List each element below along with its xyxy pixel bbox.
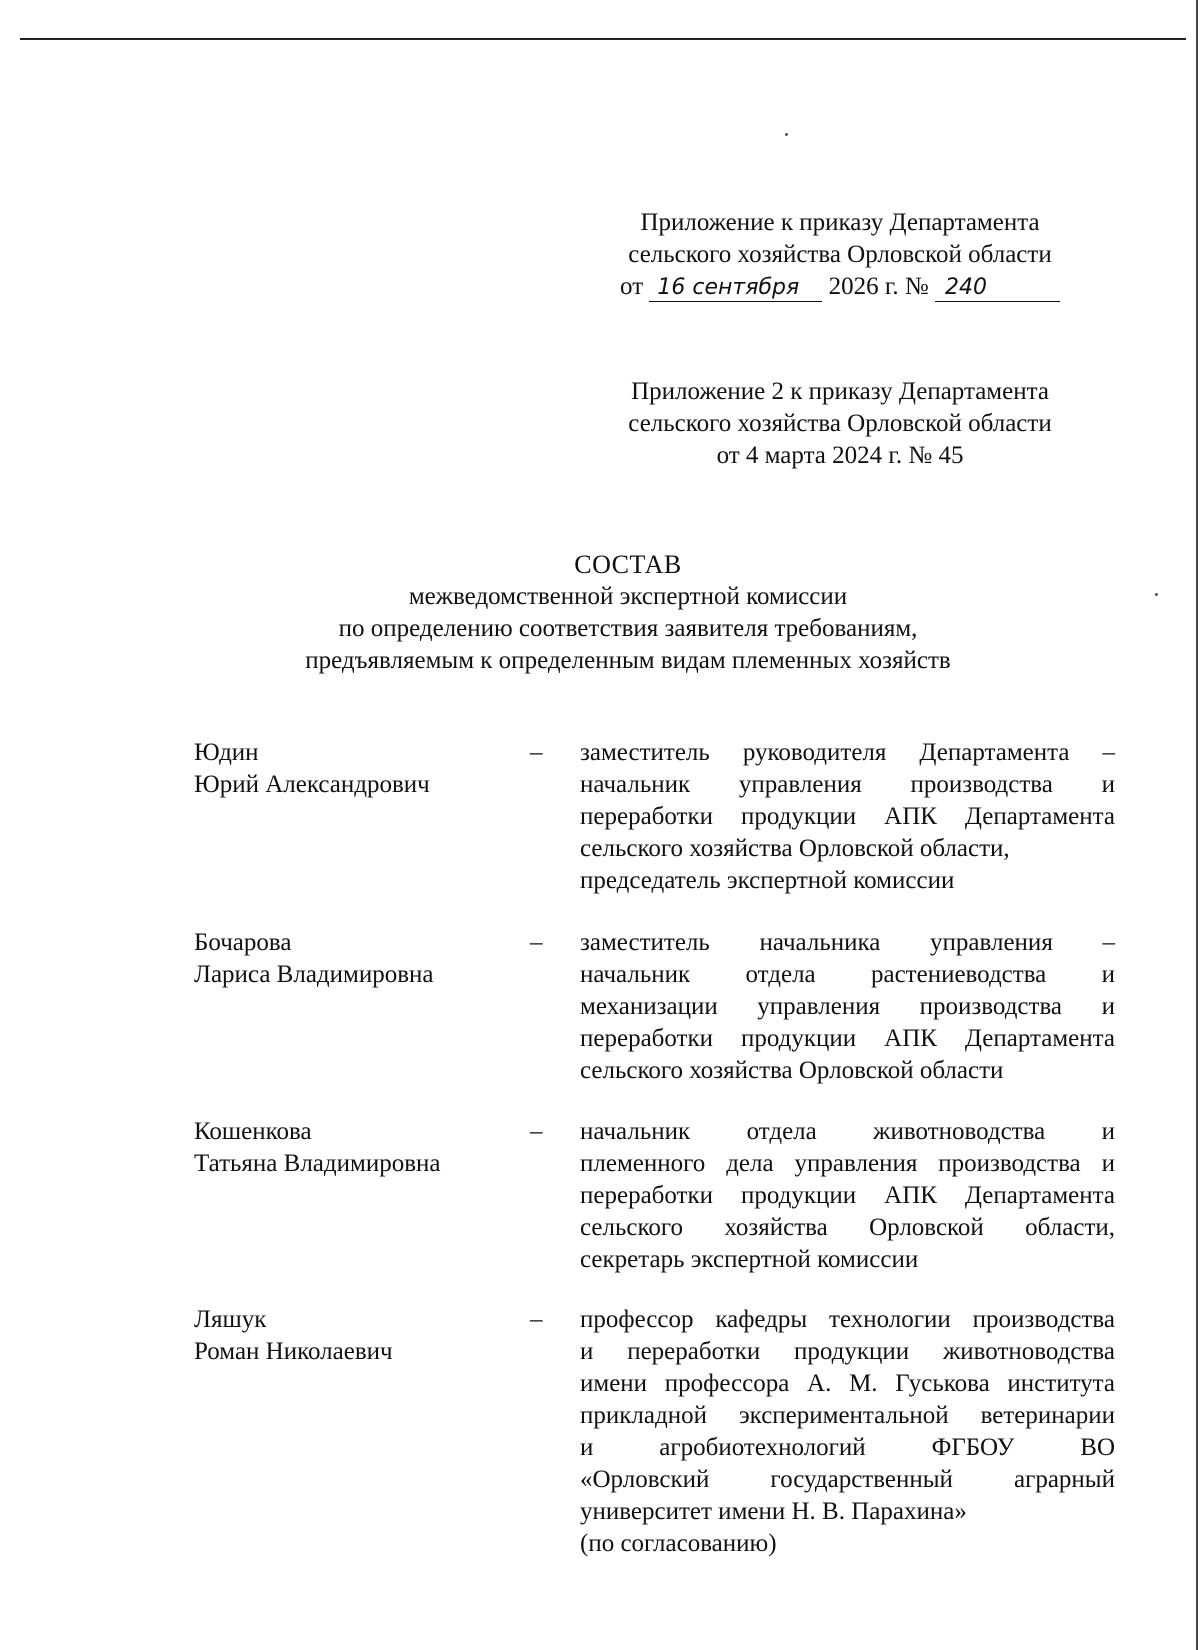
member-surname: Кошенкова [194, 1118, 312, 1145]
appendix-line: от 4 марта 2024 г. № 45 [716, 442, 964, 469]
position-line: заместитель начальника управления – [580, 929, 1115, 956]
position-line: сельского хозяйства Орловской области, [580, 1214, 1115, 1241]
scan-speck [1155, 593, 1158, 596]
member-surname: Бочарова [194, 929, 292, 956]
member-dash: – [530, 739, 543, 766]
position-line: механизации управления производства и [580, 993, 1115, 1020]
position-line: имени профессора А. М. Гуськова института [580, 1370, 1115, 1397]
handwritten-date: 16 сентября [649, 275, 822, 302]
position-line: (по согласованию) [580, 1530, 777, 1557]
position-line: переработки продукции АПК Департамента [580, 803, 1115, 830]
position-line: секретарь экспертной комиссии [580, 1246, 919, 1273]
appendix-previous-order [560, 376, 1120, 472]
member-given-names: Лариса Владимировна [194, 961, 434, 988]
member-given-names: Татьяна Владимировна [194, 1150, 441, 1177]
year-suffix: 2026 г. № [828, 273, 929, 300]
member-name [194, 1116, 524, 1180]
member-position [580, 1304, 1115, 1560]
position-line: сельского хозяйства Орловской области, [580, 835, 1010, 862]
title-main: СОСТАВ [574, 550, 682, 579]
position-line: переработки продукции АПК Департамента [580, 1182, 1115, 1209]
position-line: прикладной экспериментальной ветеринарии [580, 1402, 1115, 1429]
position-line: «Орловский государственный аграрный [580, 1466, 1115, 1493]
title-line: по определению соответствия заявителя требованиям, [338, 615, 918, 642]
member-name [194, 927, 524, 991]
position-line: начальник отдела растениеводства и [580, 961, 1115, 988]
position-line: председатель экспертной комиссии [580, 867, 955, 894]
member-surname: Юдин [194, 739, 259, 766]
member-dash: – [530, 929, 543, 956]
member-dash: – [530, 1118, 543, 1145]
appendix-line: сельского хозяйства Орловской области [628, 241, 1052, 268]
document-title [300, 549, 956, 677]
position-line: начальник отдела животноводства и [580, 1118, 1115, 1145]
position-line: начальник управления производства и [580, 771, 1115, 798]
appendix-line: Приложение к приказу Департамента [640, 209, 1040, 236]
position-line: и агробиотехнологий ФГБОУ ВО [580, 1434, 1115, 1461]
appendix-line: сельского хозяйства Орловской области [628, 410, 1052, 437]
title-line: межведомственной экспертной комиссии [408, 583, 848, 610]
date-prefix: от [620, 273, 644, 300]
position-line: переработки продукции АПК Департамента [580, 1025, 1115, 1052]
member-given-names: Юрий Александрович [194, 771, 430, 798]
scan-top-rule [20, 38, 1186, 40]
member-position [580, 737, 1115, 897]
member-position [580, 927, 1115, 1087]
appendix-line: Приложение 2 к приказу Департамента [631, 378, 1049, 405]
member-surname: Ляшук [194, 1306, 267, 1333]
position-line: племенного дела управления производства и [580, 1150, 1115, 1177]
appendix-date-line [560, 271, 1120, 303]
appendix-current-order [560, 207, 1120, 303]
member-name [194, 1304, 524, 1368]
member-given-names: Роман Николаевич [194, 1338, 393, 1365]
position-line: и переработки продукции животноводства [580, 1338, 1115, 1365]
member-dash: – [530, 1306, 543, 1333]
position-line: заместитель руководителя Департамента – [580, 739, 1115, 766]
handwritten-number: 240 [935, 275, 1060, 302]
scan-speck [785, 133, 788, 136]
position-line: профессор кафедры технологии производства [580, 1306, 1115, 1333]
member-name [194, 737, 524, 801]
scan-right-edge [1196, 0, 1198, 1650]
member-position [580, 1116, 1115, 1276]
title-line: предъявляемым к определенным видам племенных хозяйств [305, 647, 951, 674]
position-line: университет имени Н. В. Парахина» [580, 1498, 967, 1525]
position-line: сельского хозяйства Орловской области [580, 1057, 1004, 1084]
